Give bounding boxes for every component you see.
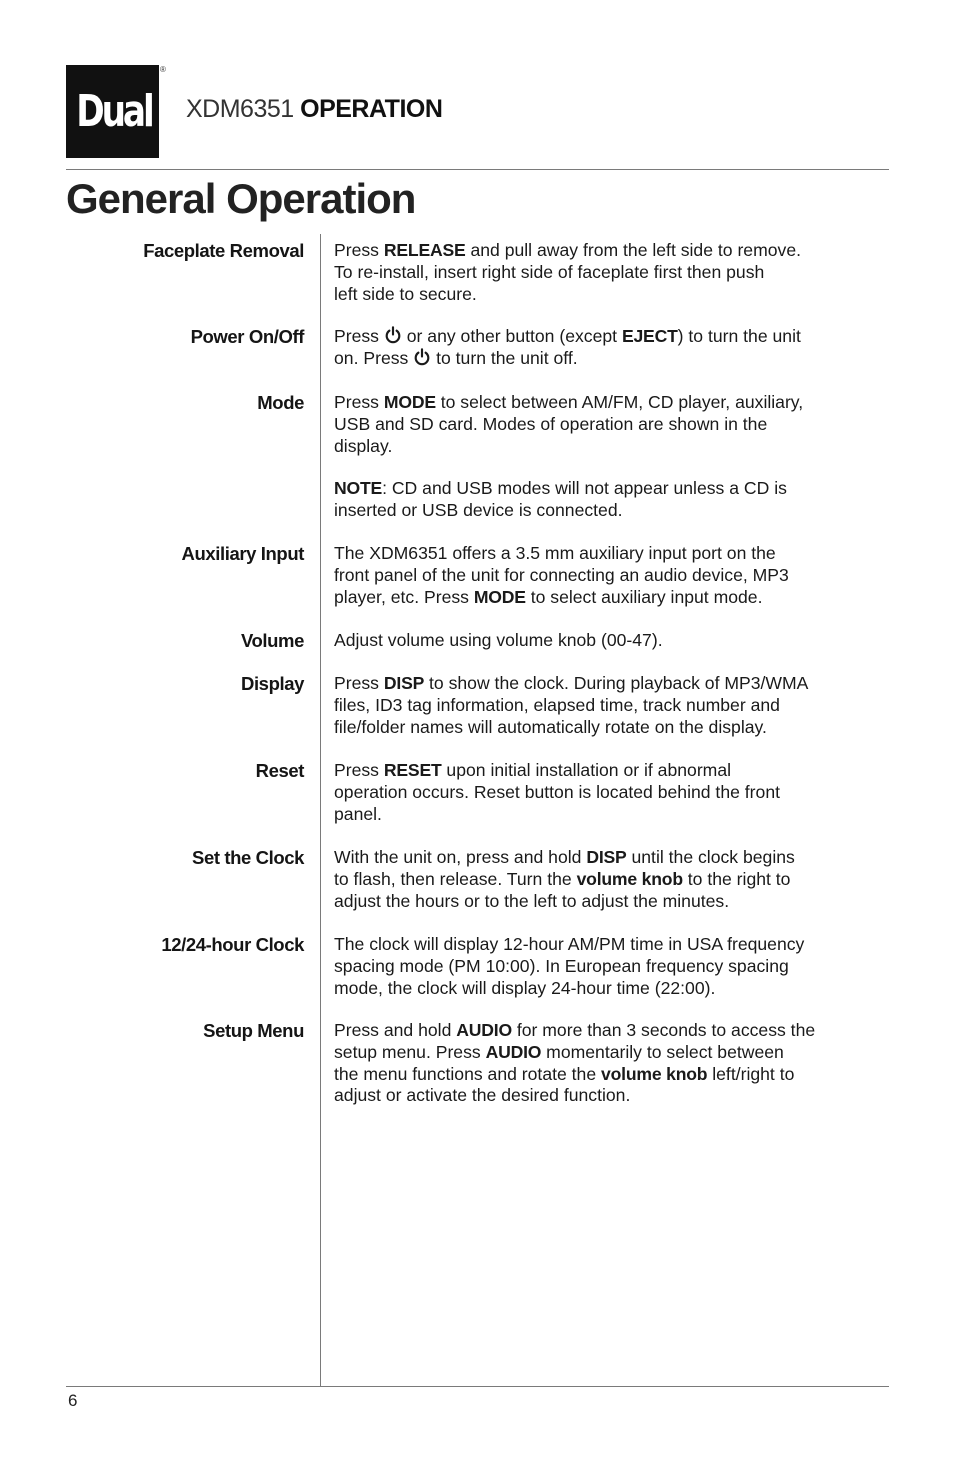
page-number: 6 [68,1391,78,1410]
text-run: Press [334,760,384,780]
header-divider [66,169,889,170]
description-line [334,673,894,695]
text-run: operation occurs. Reset button is located behind the front [334,781,780,802]
description-line [334,1085,894,1107]
text-run: spacing mode (PM 10:00). In European frequency spacing [334,955,789,976]
description-line [334,392,894,414]
text-run: player, etc. Press [334,586,474,607]
text-run: to turn the unit off. [431,347,578,368]
text-run: for more than 3 seconds to access the [511,1020,816,1040]
bold-term: AUDIO [485,1041,542,1062]
logo-text: Dual [76,86,152,137]
power-icon [413,348,431,366]
term-label: Setup Menu [203,1020,304,1041]
description-line [334,847,894,869]
text-run: or any other button (except [401,326,622,346]
term-label: Display [240,673,304,694]
text-run: adjust or activate the desired function. [334,1085,631,1106]
term-description [334,240,894,305]
column-divider [320,234,321,1387]
term-label: Power On/Off [190,326,304,347]
text-run: momentarily to select between [541,1041,784,1062]
text-run: to flash, then release. Turn the [334,868,577,889]
term-label: Mode [257,392,304,413]
description-line [334,891,894,913]
term-description [334,934,894,999]
description-line [334,565,894,587]
text-run: Press [334,392,384,412]
term-description [334,543,894,608]
text-run: panel. [334,803,382,824]
registered-mark: ® [160,65,166,74]
description-line [334,414,894,436]
text-run: Press and hold [334,1020,457,1040]
bold-term: volume knob [576,868,683,889]
text-run: to the right to [682,868,791,889]
term-description [334,1020,894,1107]
bold-term: DISP [586,847,627,867]
bold-term: volume knob [601,1063,708,1084]
footer-divider [66,1386,889,1387]
description-line [334,543,894,565]
description-line [334,262,894,284]
bold-term: EJECT [621,326,678,346]
text-run: display. [334,435,393,456]
text-run: to show the clock. During playback of MP3/WMA [424,673,809,693]
bold-term: MODE [473,586,526,607]
term-label: Set the Clock [192,847,304,868]
text-run: to select auxiliary input mode. [525,586,763,607]
text-run: left side to secure. [334,283,477,304]
text-run: inserted or USB device is connected. [334,499,623,520]
text-run: upon initial installation or if abnormal [441,760,732,780]
text-run: With the unit on, press and hold [334,847,587,867]
bold-term: MODE [383,392,436,412]
text-run: ) to turn the unit [677,326,801,346]
description-line [334,695,894,717]
text-run: the menu functions and rotate the [334,1063,602,1084]
section-header [186,95,442,124]
description-line [334,978,894,1000]
text-run: To re-install, insert right side of faceplate first then push [334,261,765,282]
text-run: Press [334,326,384,346]
text-run: Press [334,240,384,260]
bold-term: AUDIO [456,1020,512,1040]
term-label: Reset [255,760,304,781]
text-run: to select between AM/FM, CD player, auxiliary, [435,392,804,412]
model-number: XDM6351 [186,95,294,123]
description-line [334,240,894,262]
dual-logo [66,65,159,158]
description-line [334,760,894,782]
description-line [334,284,894,306]
description-line [334,1020,894,1042]
description-line [334,804,894,826]
text-run: left/right to [707,1063,795,1084]
bold-term: RELEASE [383,240,466,260]
description-line [334,782,894,804]
description-line [334,478,894,500]
description-line [334,934,894,956]
bold-term: DISP [383,673,425,693]
bold-term: RESET [383,760,442,780]
text-run: The XDM6351 offers a 3.5 mm auxiliary input port on the [334,543,776,563]
text-run: front panel of the unit for connecting an audio device, MP3 [334,564,789,585]
description-line [334,436,894,458]
text-run: : CD and USB modes will not appear unless a CD is [382,478,787,498]
term-description [334,673,894,738]
term-label: Faceplate Removal [143,240,304,261]
description-line [334,1064,894,1086]
description-line [334,869,894,891]
term-description [334,478,894,522]
text-run: files, ID3 tag information, elapsed time, track number and [334,694,780,715]
text-run: USB and SD card. Modes of operation are shown in the [334,413,768,434]
term-description [334,760,894,825]
description-line [334,956,894,978]
text-run: adjust the hours or to the left to adjust the minutes. [334,890,730,911]
text-run: until the clock begins [626,847,795,867]
text-run: on. Press [334,347,414,368]
description-line [334,1042,894,1064]
bold-term: NOTE [334,478,383,498]
description-line [334,348,894,370]
text-run: The clock will display 12-hour AM/PM time in USA frequency [334,934,805,954]
term-label: 12/24-hour Clock [161,934,304,955]
term-description [334,630,894,652]
description-line [334,500,894,522]
term-description [334,392,894,457]
term-description [334,326,894,370]
text-run: file/folder names will automatically rotate on the display. [334,716,767,737]
text-run: Press [334,673,384,693]
term-label: Auxiliary Input [181,543,304,564]
description-line [334,630,894,652]
power-icon [384,326,402,344]
description-line [334,326,894,348]
section-label: OPERATION [300,95,443,123]
text-run: and pull away from the left side to remove. [465,240,802,260]
term-description [334,847,894,912]
description-line [334,717,894,739]
text-run: mode, the clock will display 24-hour time (22:00). [334,977,716,998]
term-label: Volume [240,630,304,651]
description-line [334,587,894,609]
text-run: setup menu. Press [334,1041,486,1062]
text-run: Adjust volume using volume knob (00-47). [334,630,663,650]
page-title: General Operation [66,175,416,222]
